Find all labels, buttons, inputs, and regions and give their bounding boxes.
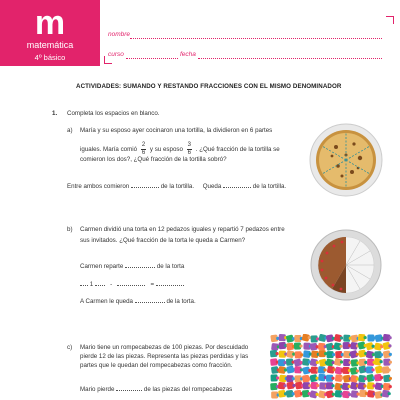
puzzle-knob (331, 384, 334, 387)
puzzle-knob (284, 384, 287, 387)
part-c-answer (80, 385, 232, 393)
puzzle-knob (389, 361, 392, 364)
part-b-letter: b) (67, 226, 73, 233)
course-label: curso (108, 51, 124, 58)
part-b-queda-post: de la torta. (166, 298, 196, 305)
puzzle-knob (340, 336, 343, 339)
puzzle-knob (299, 344, 302, 347)
equation-minus: - (110, 281, 113, 288)
puzzle-knob (380, 353, 383, 356)
equation-equals: = (150, 281, 155, 288)
answer-blank-queda[interactable] (135, 297, 165, 303)
puzzle-knob (356, 392, 359, 395)
part-a-line1: María y su esposo ayer cocinaron una tortilla, la dividieron en 6 partes (80, 127, 273, 134)
puzzle-knob (276, 376, 279, 379)
frac2-denominator: 6 (187, 150, 192, 156)
puzzle-knob (356, 369, 359, 372)
date-label: fecha (180, 51, 196, 58)
part-b-reparte (80, 262, 184, 270)
puzzle-knob (372, 353, 375, 356)
puzzle-knob (340, 360, 343, 363)
part-c-line1: Mario tiene un rompecabezas de 100 piezas. Por descuidado (80, 344, 249, 351)
subject-label: matemática (26, 40, 74, 50)
question-instruction: Completa los espacios en blanco. (67, 110, 160, 117)
puzzle-knob (364, 361, 367, 364)
puzzle-knob (356, 353, 359, 356)
puzzle-knob (348, 393, 351, 396)
part-a-line2 (80, 142, 280, 157)
part-a-line2-pre: iguales. María comió (80, 146, 138, 154)
part-a-answer-post: de la tortilla. (252, 183, 287, 190)
puzzle-knob (339, 345, 342, 348)
page-title: ACTIVIDADES: SUMANDO Y RESTANDO FRACCIONES CON EL MISMO DENOMINADOR (76, 83, 342, 90)
part-c-answer-post: de las piezas del rompecabezas (143, 386, 233, 393)
puzzle-knob (276, 352, 279, 355)
puzzle-knob (316, 361, 319, 364)
part-a-answer-mid: de la tortilla. (160, 183, 195, 190)
part-b-reparte-pre: Carmen reparte (80, 263, 124, 270)
frac1-numerator: 2 (141, 142, 146, 148)
part-a-answer (67, 182, 286, 190)
name-label: nombre (108, 31, 131, 38)
answer-blank-pierde[interactable] (116, 385, 142, 391)
puzzle-knob (380, 376, 383, 379)
part-b-reparte-post: de la torta (156, 263, 185, 270)
puzzle-knob (292, 377, 295, 380)
puzzle-knob (316, 393, 319, 396)
puzzle-knob (389, 336, 392, 339)
fraction-three-sixths (187, 142, 192, 157)
puzzle-knob (388, 344, 391, 347)
part-b-line2: sus invitados. ¿Qué fracción de la torta le queda a Carmen? (80, 237, 246, 244)
name-field[interactable] (130, 38, 382, 39)
part-a-letter: a) (67, 127, 73, 134)
corner-decoration-top (386, 16, 394, 24)
puzzle-knob (300, 353, 303, 356)
part-a-line2-mid: y su esposo (149, 146, 183, 154)
date-field[interactable] (198, 58, 382, 59)
part-a-line3: comieron los dos?, ¿Qué fracción de la tortilla sobró? (80, 156, 227, 163)
part-a-answer-pre: Entre ambos comieron (67, 183, 130, 190)
logo-letter: m (34, 4, 66, 42)
equation-blank-2[interactable] (117, 280, 145, 286)
fraction-two-sixths (141, 142, 146, 157)
cake-image (309, 228, 383, 302)
part-a-line2-post: . ¿Qué fracción de la tortilla se (195, 146, 280, 154)
puzzle-knob (389, 377, 392, 380)
puzzle-knob (388, 392, 391, 395)
part-b-line1: Carmen dividió una torta en 12 pedazos iguales y repartió 7 pedazos entre (80, 226, 285, 233)
puzzle-knob (388, 368, 391, 371)
puzzle-knob (364, 336, 367, 339)
part-b-queda (80, 297, 196, 305)
part-b-equation (80, 280, 184, 288)
puzzle-knob (292, 384, 295, 387)
question-number: 1. (52, 110, 58, 117)
part-b-queda-pre: A Carmen le queda (80, 298, 133, 305)
answer-blank-eaten[interactable] (131, 182, 159, 188)
frac2-numerator: 3 (187, 142, 192, 148)
answer-blank-reparte[interactable] (125, 262, 155, 268)
puzzle-knob (308, 336, 311, 339)
puzzle-knob (372, 345, 375, 348)
puzzle-pieces-image (270, 334, 392, 400)
puzzle-knob (380, 360, 383, 363)
equation-blank-lead[interactable] (80, 280, 88, 286)
part-c-answer-pre: Mario pierde (80, 386, 115, 393)
logo-block (0, 0, 100, 66)
answer-blank-left[interactable] (223, 182, 251, 188)
part-c-letter: c) (67, 344, 73, 351)
puzzle-knob (324, 368, 327, 371)
equation-blank-1[interactable] (95, 280, 105, 286)
puzzle-knob (389, 385, 392, 388)
part-c-line3: partes que le quedan del rompecabezas como fracción. (80, 362, 233, 369)
puzzle-knob (332, 353, 335, 356)
grade-label: 4º básico (34, 53, 66, 62)
puzzle-knob (363, 384, 366, 387)
tortilla-image (308, 122, 384, 198)
puzzle-knob (332, 393, 335, 396)
part-c-line2: pierde 12 de las piezas. Representa las piezas perdidas y las (80, 353, 249, 360)
puzzle-knob (371, 368, 374, 371)
puzzle-knob (331, 377, 334, 380)
course-field[interactable] (126, 58, 178, 59)
equation-blank-3[interactable] (156, 280, 184, 286)
puzzle-knob (316, 384, 319, 387)
frac1-denominator: 6 (141, 150, 146, 156)
puzzle-knob (389, 353, 392, 356)
equation-one: 1 (89, 281, 94, 288)
part-a-answer-queda: Queda (202, 183, 222, 190)
